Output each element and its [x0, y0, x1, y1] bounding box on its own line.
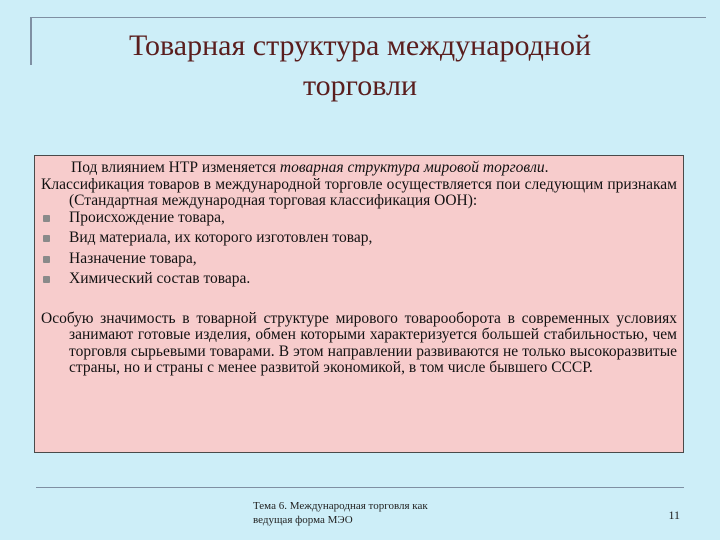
decorative-top-line [30, 17, 706, 18]
list-item-text: Происхождение товара, [69, 208, 225, 226]
intro-text: Под влиянием НТР изменяется [71, 159, 280, 176]
list-item-text: Химический состав товара. [69, 270, 251, 287]
criteria-list [41, 210, 677, 288]
significance-paragraph: Особую значимость в товарной структуре мирового товарооборота в современных условиях занимают готовые изделия, обмен которыми характеризуется большей стабильностью, чем торговля сырьевыми товарами. В этом направлении развиваются не только высокоразвитые страны, но и страны с менее развитой экономикой, в том числе бывшего СССР. [41, 309, 677, 376]
spacer [41, 292, 677, 311]
slide-title-line-1: Товарная структура международной [128, 29, 592, 62]
square-bullet-icon [43, 276, 50, 283]
list-item [41, 251, 677, 268]
footer-line-1: Тема 6. Международная торговля как [253, 500, 428, 512]
footer-caption [253, 499, 473, 527]
classification-paragraph: Классификация товаров в международной торговле осуществляется пои следующим признакам (Стандартная международная торговая классификация ООН): [41, 175, 677, 209]
footer-line-2: ведущая форма МЭО [253, 514, 353, 526]
intro-end: . [544, 159, 549, 176]
page-number: 11 [668, 508, 680, 522]
list-item-text: Вид материала, их которого изготовлен товар, [69, 229, 373, 246]
square-bullet-icon [43, 235, 50, 242]
slide-title-line-2: торговли [302, 69, 418, 102]
intro-emphasis: товарная структура мировой торговли [279, 159, 545, 176]
list-item [41, 230, 677, 247]
content-box [34, 155, 684, 453]
decorative-vertical-line [30, 17, 32, 65]
list-item [41, 210, 677, 227]
list-item [41, 271, 677, 288]
slide-title [60, 26, 660, 106]
intro-paragraph [41, 160, 677, 177]
footer-divider [36, 487, 684, 488]
list-item-text: Назначение товара, [69, 249, 197, 267]
square-bullet-icon [43, 256, 50, 263]
square-bullet-icon [43, 215, 50, 222]
